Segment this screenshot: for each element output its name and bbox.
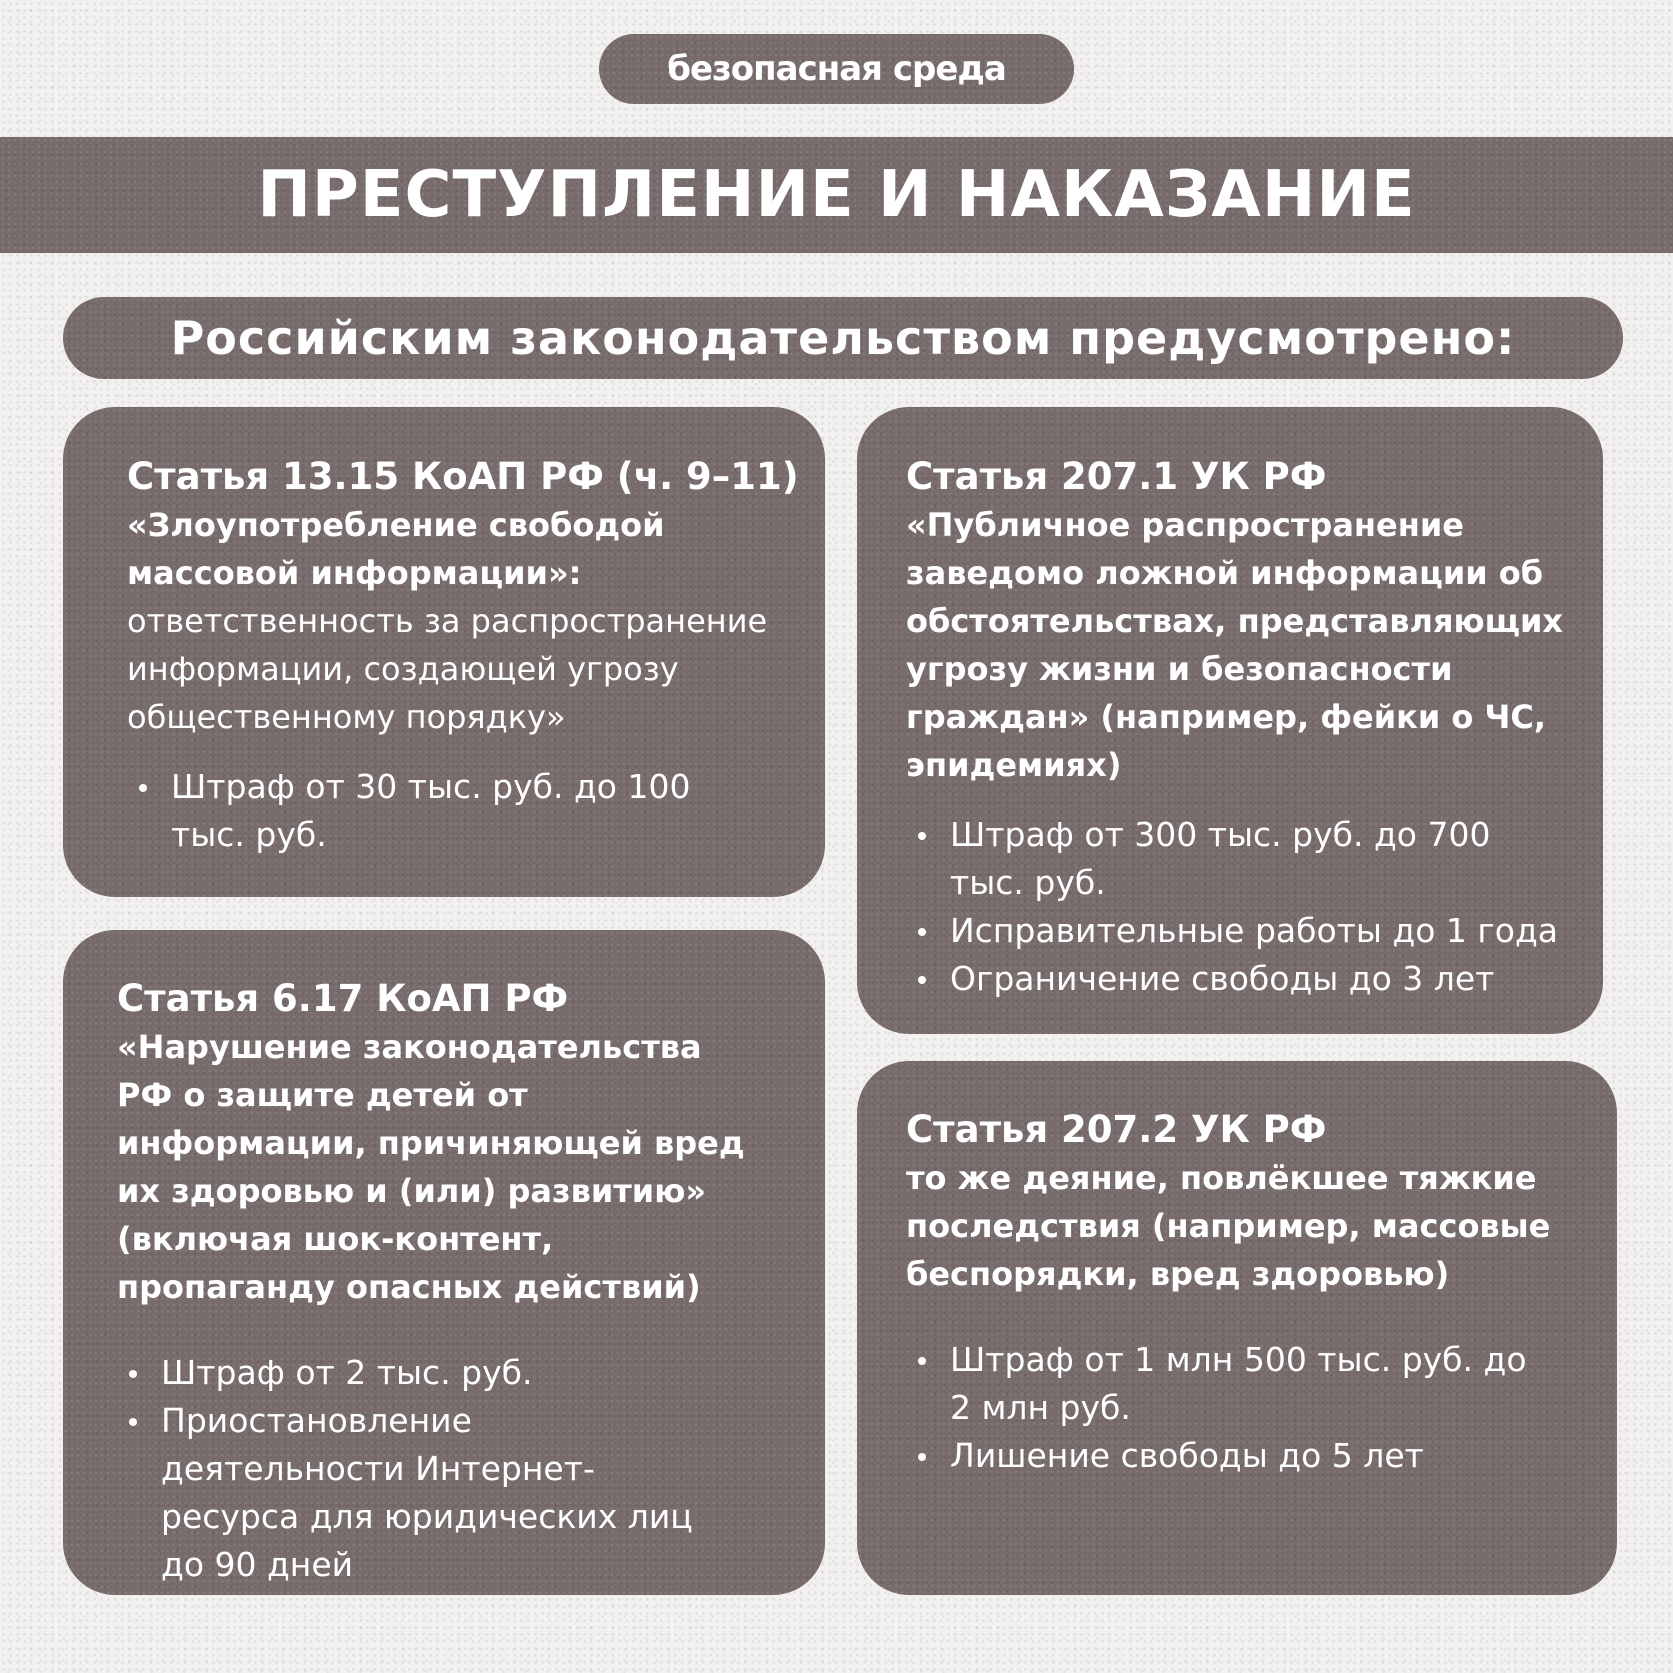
- penalty-item: Штраф от 30 тыс. руб. до 100 тыс. руб.: [127, 763, 727, 859]
- penalty-item: Ограничение свободы до 3 лет: [906, 955, 1583, 1003]
- article-title: Статья 13.15 КоАП РФ (ч. 9–11): [127, 455, 799, 498]
- page-subtitle: Российским законодательством предусмотрено:: [63, 297, 1623, 379]
- penalty-item: Исправительные работы до 1 года: [906, 907, 1583, 955]
- brand-badge: безопасная среда: [599, 34, 1074, 104]
- article-card-uk-207-1: [857, 407, 1603, 1034]
- penalty-item: Штраф от 1 млн 500 тыс. руб. до 2 млн руб.: [906, 1336, 1550, 1432]
- article-description: ответственность за распространение информации, создающей угрозу общественному порядку»: [127, 602, 768, 736]
- article-card-koap-6-17: [63, 930, 825, 1595]
- penalty-item: Приостановление деятельности Интернет-ресурса для юридических лиц до 90 дней: [117, 1397, 721, 1589]
- article-name: «Злоупотребление свободой массовой информации»:: [127, 506, 665, 592]
- penalty-item: Лишение свободы до 5 лет: [906, 1432, 1546, 1480]
- penalty-list: [906, 811, 1583, 1003]
- article-name: «Публичное распространение заведомо ложной информации об обстоятельствах, представляющих угрозу жизни и безопасности граждан» (например, фейки о ЧС, эпидемиях): [906, 506, 1564, 784]
- page-title: ПРЕСТУПЛЕНИЕ И НАКАЗАНИЕ: [0, 137, 1673, 253]
- penalty-list: [117, 1349, 757, 1589]
- penalty-list: [906, 1336, 1546, 1480]
- article-name: то же деяние, повлёкшее тяжкие последствия (например, массовые беспорядки, вред здоровью): [906, 1159, 1551, 1293]
- penalty-item: Штраф от 2 тыс. руб.: [117, 1349, 757, 1397]
- article-card-uk-207-2: [857, 1061, 1617, 1595]
- article-title: Статья 207.2 УК РФ: [906, 1108, 1327, 1151]
- article-title: Статья 6.17 КоАП РФ: [117, 977, 569, 1020]
- article-card-koap-13-15: [63, 407, 825, 897]
- article-name: «Нарушение законодательства РФ о защите детей от информации, причиняющей вред их здоровью и (или) развитию» (включая шок-контент, пропаганду опасных действий): [117, 1028, 745, 1306]
- penalty-item: Штраф от 300 тыс. руб. до 700 тыс. руб.: [906, 811, 1530, 907]
- article-title: Статья 207.1 УК РФ: [906, 455, 1327, 498]
- penalty-list: [127, 763, 727, 859]
